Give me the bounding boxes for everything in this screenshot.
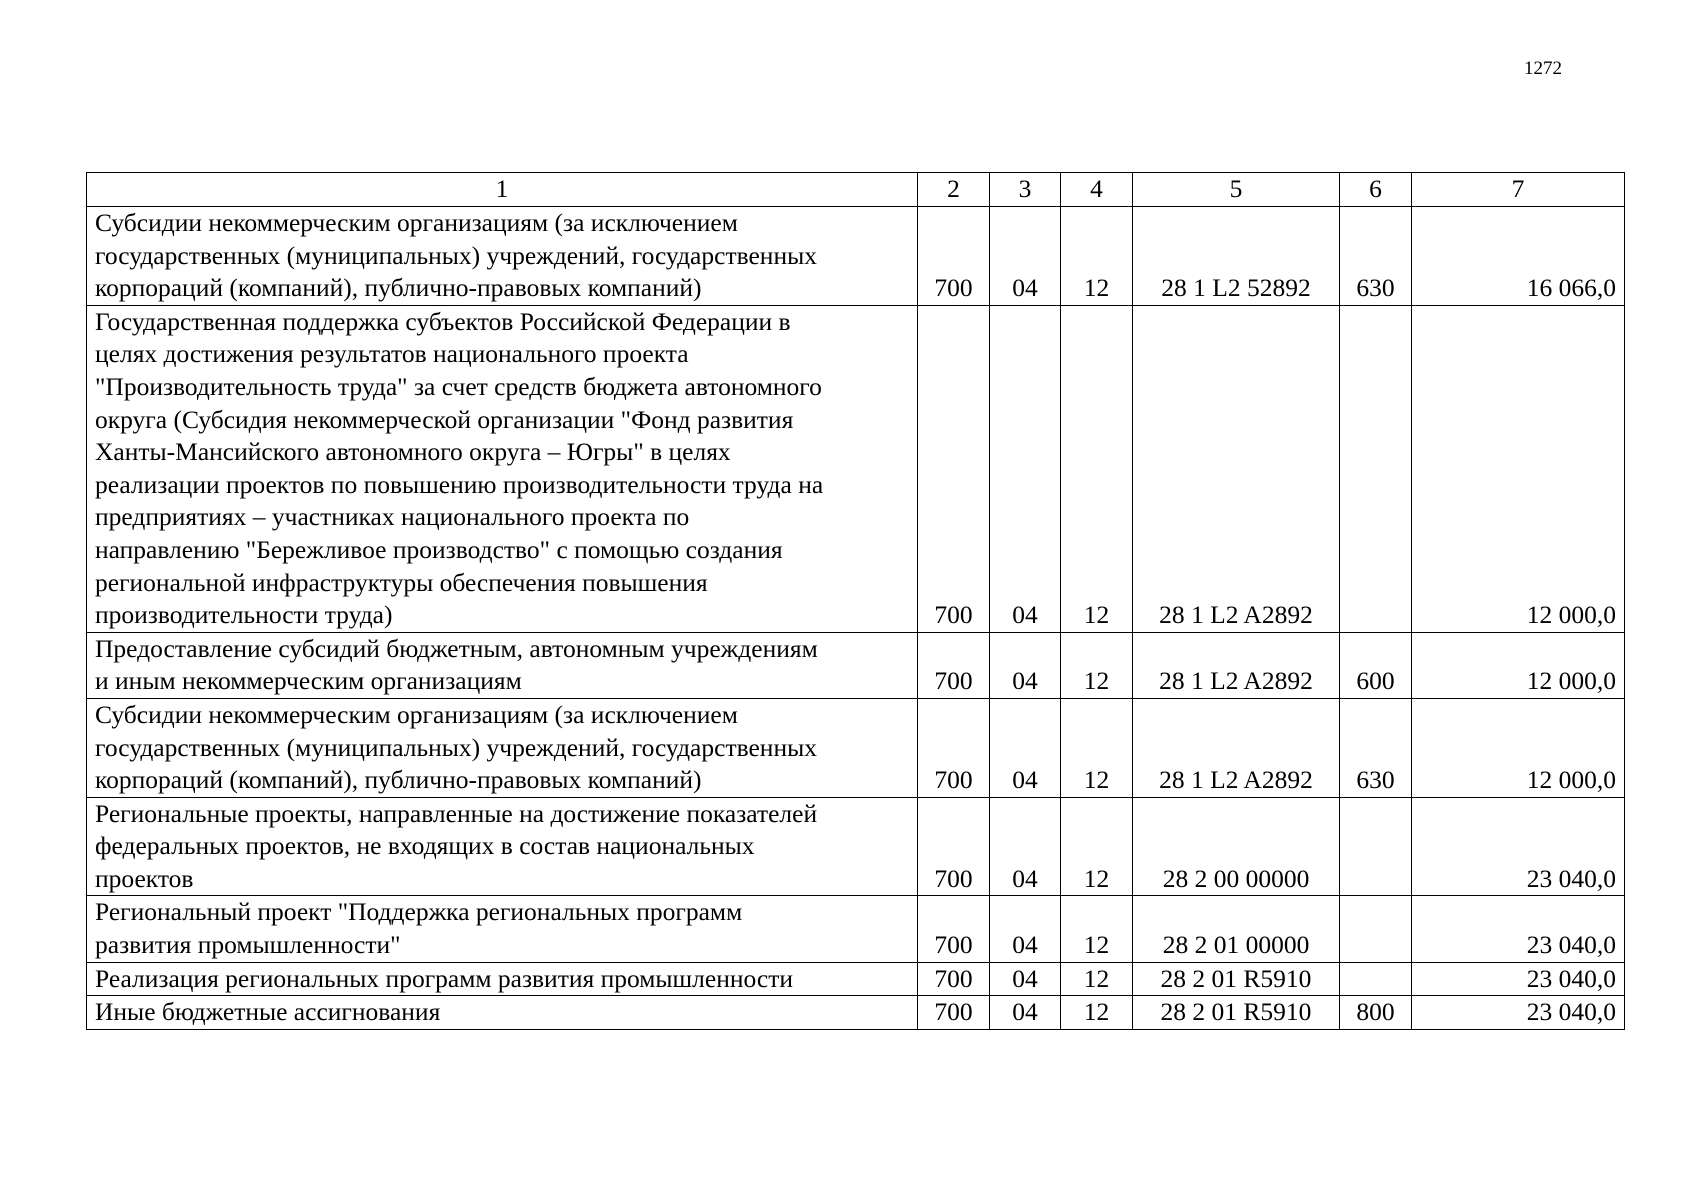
table-row xyxy=(87,698,1625,797)
cell-code-3: 04 xyxy=(990,207,1061,306)
cell-code-5: 28 1 L2 A2892 xyxy=(1133,305,1340,632)
row-description: Региональные проекты, направленные на достижение показателей федеральных проектов, не входящих в состав национальных проектов xyxy=(87,797,918,896)
cell-amount: 16 066,0 xyxy=(1412,207,1625,306)
column-header: 4 xyxy=(1061,173,1133,207)
table-row xyxy=(87,962,1625,996)
row-description: Иные бюджетные ассигнования xyxy=(87,996,918,1030)
cell-code-4: 12 xyxy=(1061,797,1133,896)
row-description: Реализация региональных программ развития промышленности xyxy=(87,962,918,996)
cell-amount: 12 000,0 xyxy=(1412,698,1625,797)
cell-code-5: 28 2 01 R5910 xyxy=(1133,996,1340,1030)
cell-code-2: 700 xyxy=(918,305,990,632)
cell-code-2: 700 xyxy=(918,698,990,797)
table-row xyxy=(87,632,1625,698)
column-header: 7 xyxy=(1412,173,1625,207)
cell-code-3: 04 xyxy=(990,896,1061,962)
cell-code-6 xyxy=(1340,962,1412,996)
cell-code-4: 12 xyxy=(1061,962,1133,996)
cell-code-5: 28 2 00 00000 xyxy=(1133,797,1340,896)
cell-code-5: 28 2 01 00000 xyxy=(1133,896,1340,962)
cell-code-2: 700 xyxy=(918,996,990,1030)
cell-amount: 23 040,0 xyxy=(1412,996,1625,1030)
cell-code-5: 28 1 L2 A2892 xyxy=(1133,698,1340,797)
column-header: 3 xyxy=(990,173,1061,207)
cell-code-6: 630 xyxy=(1340,698,1412,797)
cell-code-6: 600 xyxy=(1340,632,1412,698)
cell-code-2: 700 xyxy=(918,896,990,962)
cell-code-4: 12 xyxy=(1061,698,1133,797)
cell-amount: 12 000,0 xyxy=(1412,632,1625,698)
cell-code-4: 12 xyxy=(1061,996,1133,1030)
cell-code-6 xyxy=(1340,797,1412,896)
column-header: 6 xyxy=(1340,173,1412,207)
cell-code-3: 04 xyxy=(990,305,1061,632)
column-header: 1 xyxy=(87,173,918,207)
cell-code-5: 28 1 L2 52892 xyxy=(1133,207,1340,306)
cell-code-3: 04 xyxy=(990,698,1061,797)
cell-code-4: 12 xyxy=(1061,632,1133,698)
cell-code-5: 28 2 01 R5910 xyxy=(1133,962,1340,996)
row-description: Субсидии некоммерческим организациям (за исключением государственных (муниципальных) учреждений, государственных корпораций (компаний), публично-правовых компаний) xyxy=(87,207,918,306)
cell-code-4: 12 xyxy=(1061,896,1133,962)
cell-amount: 23 040,0 xyxy=(1412,896,1625,962)
cell-code-5: 28 1 L2 A2892 xyxy=(1133,632,1340,698)
cell-code-2: 700 xyxy=(918,962,990,996)
cell-amount: 12 000,0 xyxy=(1412,305,1625,632)
column-header: 2 xyxy=(918,173,990,207)
cell-code-4: 12 xyxy=(1061,305,1133,632)
row-description: Региональный проект "Поддержка региональных программ развития промышленности" xyxy=(87,896,918,962)
page-number: 1272 xyxy=(1524,58,1562,79)
cell-amount: 23 040,0 xyxy=(1412,797,1625,896)
cell-code-3: 04 xyxy=(990,632,1061,698)
cell-code-6 xyxy=(1340,305,1412,632)
table-row xyxy=(87,207,1625,306)
column-header: 5 xyxy=(1133,173,1340,207)
table-header-row xyxy=(87,173,1625,207)
table-row xyxy=(87,305,1625,632)
cell-code-6 xyxy=(1340,896,1412,962)
cell-code-2: 700 xyxy=(918,797,990,896)
cell-code-6: 800 xyxy=(1340,996,1412,1030)
cell-code-6: 630 xyxy=(1340,207,1412,306)
cell-code-3: 04 xyxy=(990,996,1061,1030)
table-row xyxy=(87,896,1625,962)
table-row xyxy=(87,996,1625,1030)
cell-code-2: 700 xyxy=(918,207,990,306)
table-row xyxy=(87,797,1625,896)
cell-code-3: 04 xyxy=(990,962,1061,996)
cell-code-4: 12 xyxy=(1061,207,1133,306)
cell-code-3: 04 xyxy=(990,797,1061,896)
cell-code-2: 700 xyxy=(918,632,990,698)
budget-table xyxy=(86,172,1625,1030)
cell-amount: 23 040,0 xyxy=(1412,962,1625,996)
row-description: Предоставление субсидий бюджетным, автономным учреждениям и иным некоммерческим организациям xyxy=(87,632,918,698)
row-description: Государственная поддержка субъектов Российской Федерации в целях достижения результатов национального проекта "Производительность труда" за счет средств бюджета автономного округа (Субсидия некоммерческой организации "Фонд развития Ханты-Мансийского автономного округа – Югры" в целях реализации проектов по повышению производительности труда на предприятиях – участниках национального проекта по направлению "Бережливое производство" с помощью создания региональной инфраструктуры обеспечения повышения производительности труда) xyxy=(87,305,918,632)
row-description: Субсидии некоммерческим организациям (за исключением государственных (муниципальных) учреждений, государственных корпораций (компаний), публично-правовых компаний) xyxy=(87,698,918,797)
